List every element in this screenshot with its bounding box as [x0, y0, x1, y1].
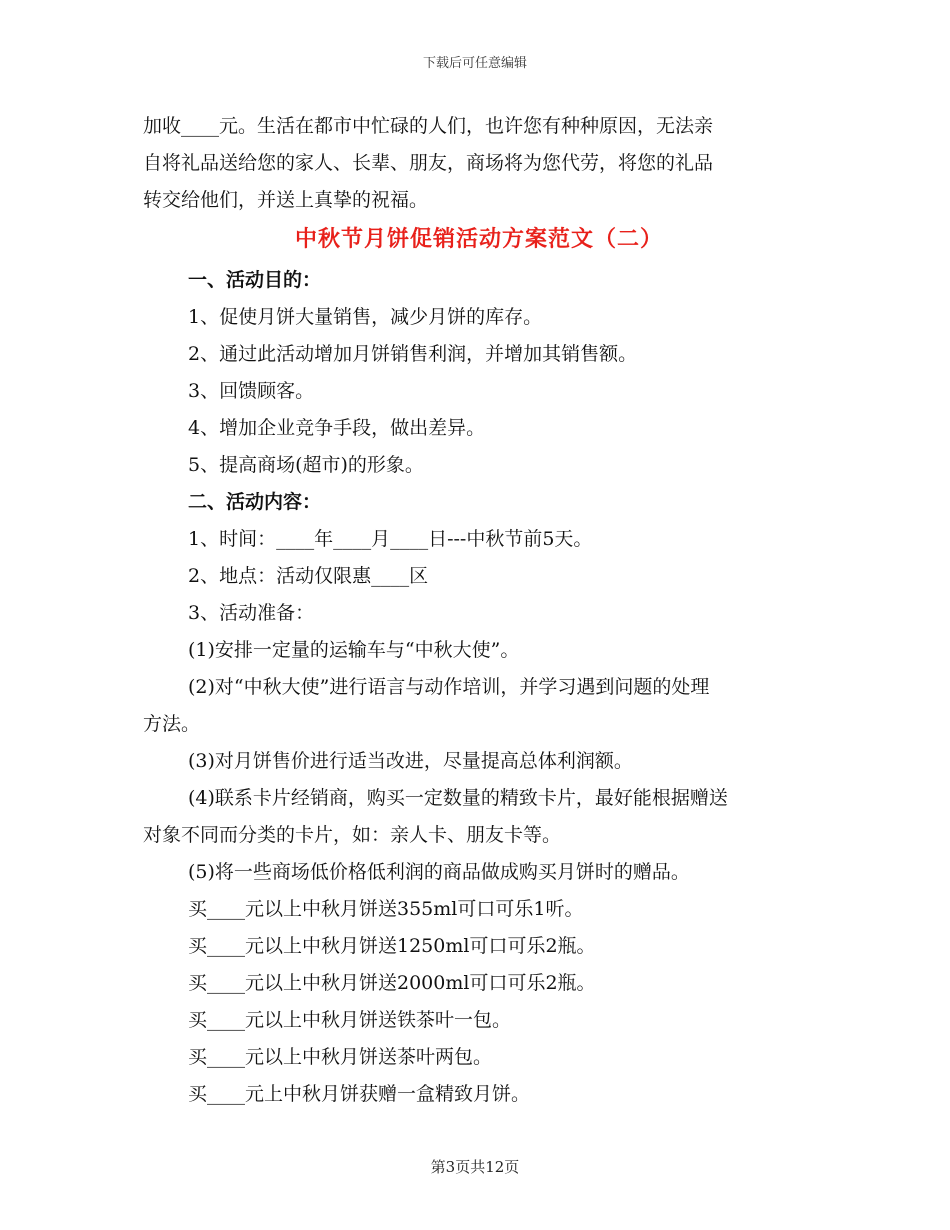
list-item: 1、促使月饼大量销售，减少月饼的库存。	[188, 306, 543, 328]
document-title: 中秋节月饼促销活动方案范文（二）	[294, 226, 663, 252]
intro-line: 自将礼品送给您的家人、长辈、朋友，商场将为您代劳，将您的礼品	[143, 152, 714, 174]
intro-line: 加收____元。生活在都市中忙碌的人们，也许您有种种原因，无法亲	[143, 115, 714, 137]
preparation-item: (5)将一些商场低价格低利润的商品做成购买月饼时的赠品。	[188, 861, 690, 883]
section-heading-purpose: 一、活动目的：	[188, 269, 322, 291]
page-number: 第3页共12页	[430, 1158, 520, 1176]
document-body	[143, 108, 815, 1113]
gift-item: 买____元以上中秋月饼送铁茶叶一包。	[188, 1009, 512, 1031]
list-item: 5、提高商场(超市)的形象。	[188, 454, 424, 476]
intro-line: 转交给他们，并送上真挚的祝福。	[143, 189, 429, 211]
preparation-item: (1)安排一定量的运输车与“中秋大使”。	[188, 639, 520, 661]
preparation-item-continued: 对象不同而分类的卡片，如：亲人卡、朋友卡等。	[143, 824, 562, 846]
gift-item: 买____元以上中秋月饼送1250ml可口可乐2瓶。	[188, 935, 596, 957]
section-heading-content: 二、活动内容：	[188, 491, 322, 513]
preparation-item-continued: 方法。	[143, 713, 201, 735]
preparation-item: (2)对“中秋大使”进行语言与动作培训，并学习遇到问题的处理	[188, 676, 710, 698]
preparation-item: (4)联系卡片经销商，购买一定数量的精致卡片，最好能根据赠送	[188, 787, 728, 809]
gift-item: 买____元以上中秋月饼送茶叶两包。	[188, 1046, 493, 1068]
list-item: 2、通过此活动增加月饼销售利润，并增加其销售额。	[188, 343, 638, 365]
gift-item: 买____元上中秋月饼获赠一盒精致月饼。	[188, 1083, 531, 1105]
gift-item: 买____元以上中秋月饼送2000ml可口可乐2瓶。	[188, 972, 596, 994]
activity-time: 1、时间：____年____月____日---中秋节前5天。	[188, 528, 593, 550]
list-item: 4、增加企业竞争手段，做出差异。	[188, 417, 486, 439]
gift-item: 买____元以上中秋月饼送355ml可口可乐1听。	[188, 898, 584, 920]
list-item: 3、回馈顾客。	[188, 380, 315, 402]
activity-place: 2、地点：活动仅限惠____区	[188, 565, 429, 587]
preparation-heading: 3、活动准备：	[188, 602, 315, 624]
page-header: 下载后可任意编辑	[422, 56, 527, 71]
preparation-item: (3)对月饼售价进行适当改进，尽量提高总体利润额。	[188, 750, 633, 772]
